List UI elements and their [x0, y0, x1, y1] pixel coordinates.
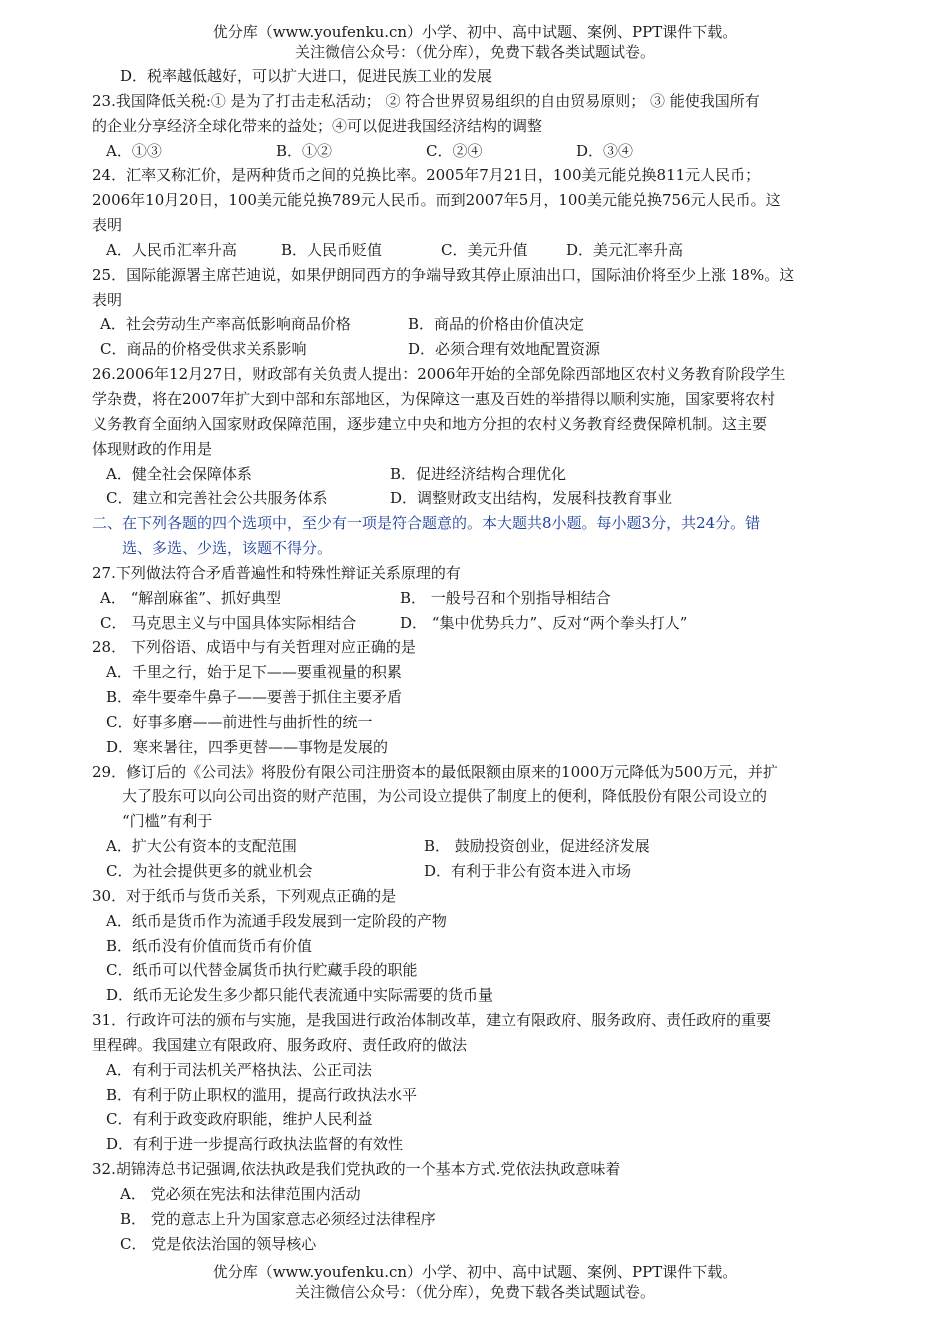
q26-option-a: A．健全社会保障体系: [106, 464, 252, 483]
q30-option-d: D．纸币无论发生多少都只能代表流通中实际需要的货币量: [106, 986, 494, 1005]
q24-stem-line-2: 2006年10月20日，100美元能兑换789元人民币。而到2007年5月，100美元能兑换756元人民币。这: [92, 191, 781, 210]
header-line-1: 优分库（www.youfenku.cn）小学、初中、高中试题、案例、PPT课件下载。: [212, 23, 738, 41]
q24-stem-line-3: 表明: [92, 216, 123, 235]
q31-option-d: D．有利于进一步提高行政执法监督的有效性: [106, 1135, 404, 1154]
q23-option-c: C．②④: [426, 141, 483, 160]
q25-option-d: D．必须合理有效地配置资源: [408, 340, 601, 359]
q27-option-c: C． 马克思主义与中国具体实际相结合: [100, 613, 357, 632]
footer-line-2: 关注微信公众号：（优分库），免费下载各类试题试卷。: [294, 1283, 655, 1301]
q30-stem: 30．对于纸币与货币关系，下列观点正确的是: [92, 886, 397, 905]
q24-options: [92, 238, 862, 263]
q30-option-b: B．纸币没有价值而货币有价值: [106, 936, 313, 955]
page-footer: [0, 1262, 950, 1302]
q28-option-b: B．牵牛要牵牛鼻子——要善于抓住主要矛盾: [106, 688, 403, 707]
q23-option-d: D．③④: [576, 141, 634, 160]
q23-options: [92, 139, 862, 164]
q31-stem-line-2: 里程碑。我国建立有限政府、服务政府、责任政府的做法: [92, 1035, 468, 1054]
q28-option-d: D．寒来暑往，四季更替——事物是发展的: [106, 737, 389, 756]
q24-option-d: D．美元汇率升高: [566, 240, 684, 259]
q28-stem: 28． 下列俗语、成语中与有关哲理对应正确的是: [92, 638, 416, 657]
q31-option-b: B．有利于防止职权的滥用，提高行政执法水平: [106, 1085, 418, 1104]
section-2-instructions-line-1: 二、在下列各题的四个选项中，至少有一项是符合题意的。本大题共8小题。每小题3分，共24分。错: [92, 514, 761, 533]
q27-option-b: B． 一般号召和个别指导相结合: [400, 588, 611, 607]
q29-stem-line-3: “门槛”有利于: [122, 812, 213, 831]
q26-stem-line-2: 学杂费，将在2007年扩大到中部和东部地区，为保障这一惠及百姓的举措得以顺利实施，国家要将农村: [92, 389, 776, 408]
q32-option-b: B． 党的意志上升为国家意志必须经过法律程序: [120, 1209, 436, 1228]
q29-options-row-2: [92, 859, 862, 884]
q29-option-a: A．扩大公有资本的支配范围: [106, 837, 297, 856]
q23-option-b: B．①②: [276, 141, 333, 160]
header-line-2: 关注微信公众号：（优分库），免费下载各类试题试卷。: [294, 43, 655, 61]
q26-option-c: C．建立和完善社会公共服务体系: [106, 489, 328, 508]
q25-stem-line-2: 表明: [92, 290, 123, 309]
q23-stem-line-2: 的企业分享经济全球化带来的益处；④可以促进我国经济结构的调整: [92, 116, 543, 135]
q22-option-d: D．税率越低越好，可以扩大进口，促进民族工业的发展: [120, 67, 493, 85]
q28-option-a: A．千里之行，始于足下——要重视量的积累: [106, 663, 402, 682]
q29-stem-line-2: 大了股东可以向公司出资的财产范围，为公司设立提供了制度上的便利，降低股份有限公司设立的: [122, 787, 768, 806]
footer-line-1: 优分库（www.youfenku.cn）小学、初中、高中试题、案例、PPT课件下载。: [212, 1263, 738, 1281]
q26-stem-line-4: 体现财政的作用是: [92, 439, 213, 458]
q32-option-a: A． 党必须在宪法和法律范围内活动: [120, 1184, 361, 1203]
q27-option-a: A． “解剖麻雀”、抓好典型: [100, 588, 281, 607]
q27-options-row-1: [92, 586, 862, 611]
q26-options-row-2: [92, 486, 862, 511]
q30-option-a: A．纸币是货币作为流通手段发展到一定阶段的产物: [106, 911, 447, 930]
q25-option-b: B．商品的价格由价值决定: [408, 315, 585, 334]
q25-option-c: C．商品的价格受供求关系影响: [100, 340, 307, 359]
exam-content: [92, 64, 862, 1257]
q25-stem-line-1: 25．国际能源署主席芒迪说，如果伊朗同西方的争端导致其停止原油出口，国际油价将至少上涨 18%。这: [92, 265, 795, 284]
q25-options-row-1: [92, 312, 862, 337]
q26-stem-line-1: 26.2006年12月27日，财政部有关负责人提出：2006年开始的全部免除西部地区农村义务教育阶段学生: [92, 365, 786, 384]
q29-option-b: B． 鼓励投资创业，促进经济发展: [424, 837, 650, 856]
q29-stem-line-1: 29．修订后的《公司法》将股份有限公司注册资本的最低限额由原来的1000万元降低为500万元，并扩: [92, 762, 778, 781]
q25-option-a: A．社会劳动生产率高低影响商品价格: [100, 315, 351, 334]
q31-option-a: A．有利于司法机关严格执法、公正司法: [106, 1060, 372, 1079]
q31-option-c: C．有利于政变政府职能，维护人民利益: [106, 1110, 373, 1129]
q23-stem-line-1: 23.我国降低关税:① 是为了打击走私活动； ② 符合世界贸易组织的自由贸易原则； ③ 能使我国所有: [92, 91, 760, 110]
q24-option-a: A．人民币汇率升高: [106, 240, 237, 259]
q24-stem-line-1: 24．汇率又称汇价，是两种货币之间的兑换比率。2005年7月21日，100美元能兑换811元人民币；: [92, 166, 761, 185]
q24-option-b: B．人民币贬值: [281, 240, 383, 259]
q27-stem: 27.下列做法符合矛盾普遍性和特殊性辩证关系原理的有: [92, 563, 461, 582]
q23-option-a: A．①③: [106, 141, 162, 160]
q26-stem-line-3: 义务教育全面纳入国家财政保障范围，逐步建立中央和地方分担的农村义务教育经费保障机制。这主要: [92, 414, 768, 433]
q28-option-c: C．好事多磨——前进性与曲折性的统一: [106, 712, 373, 731]
q26-option-d: D．调整财政支出结构，发展科技教育事业: [390, 489, 673, 508]
q30-option-c: C．纸币可以代替金属货币执行贮藏手段的职能: [106, 961, 418, 980]
q32-stem: 32.胡锦涛总书记强调,依法执政是我们党执政的一个基本方式.党依法执政意味着: [92, 1160, 621, 1179]
q25-options-row-2: [92, 337, 862, 362]
q26-option-b: B．促进经济结构合理优化: [390, 464, 567, 483]
q27-option-d: D． “集中优势兵力”、反对“两个拳头打人”: [400, 613, 688, 632]
q24-option-c: C．美元升值: [441, 240, 528, 259]
q26-options-row-1: [92, 462, 862, 487]
q31-stem-line-1: 31．行政许可法的颁布与实施，是我国进行政治体制改革，建立有限政府、服务政府、责任政府的重要: [92, 1011, 772, 1030]
q29-options-row-1: [92, 834, 862, 859]
q29-option-d: D．有利于非公有资本进入市场: [424, 862, 632, 880]
q29-option-c: C．为社会提供更多的就业机会: [106, 862, 313, 880]
page-header: [0, 22, 950, 62]
q27-options-row-2: [92, 611, 862, 636]
q32-option-c: C． 党是依法治国的领导核心: [120, 1234, 317, 1253]
section-2-instructions-line-2: 选、多选、少选，该题不得分。: [122, 539, 333, 558]
